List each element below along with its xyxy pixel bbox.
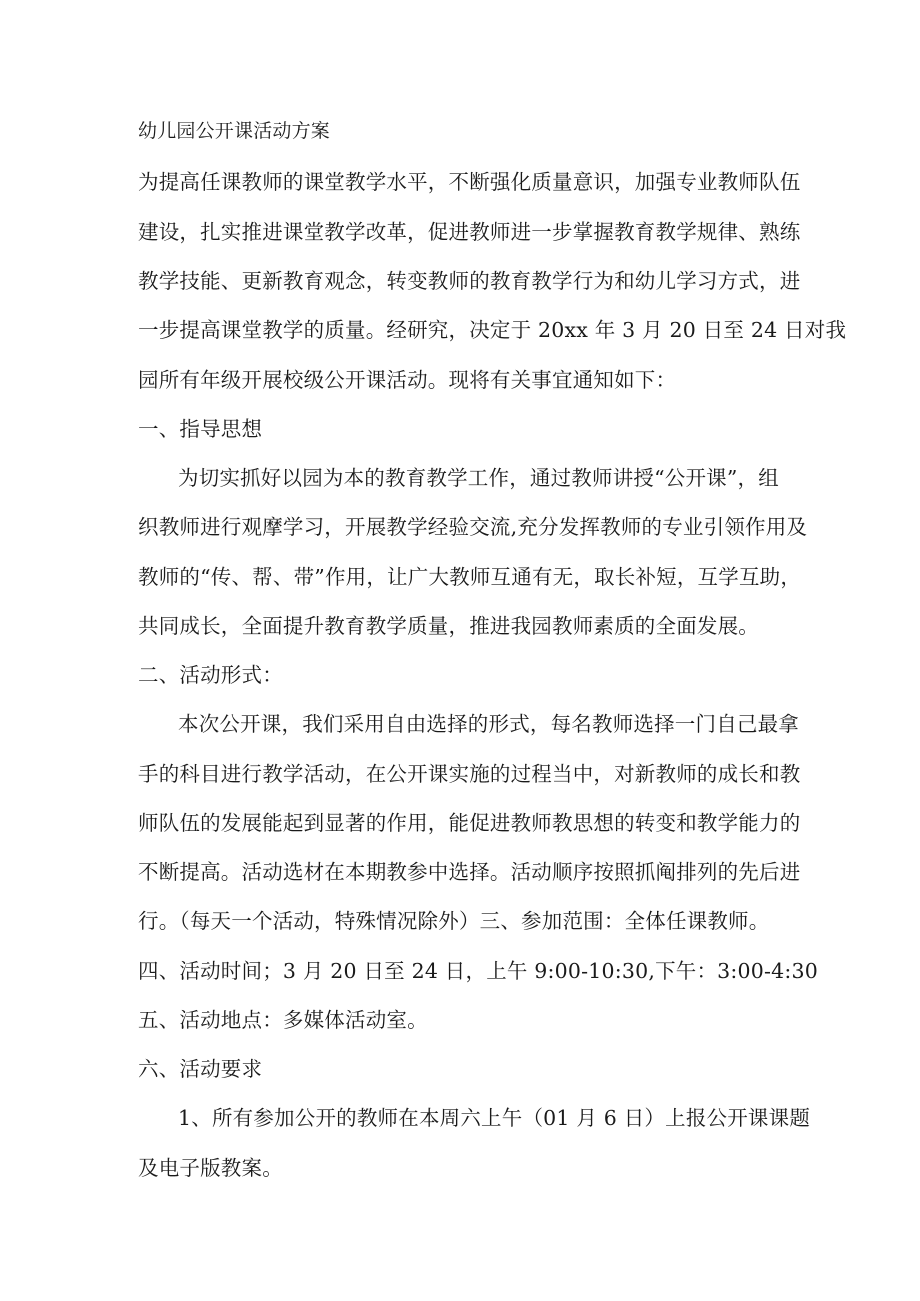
paragraph-line: 行。（每天一个活动，特殊情况除外）三、参加范围：全体任课教师。: [138, 909, 770, 933]
intro-line: 为提高任课教师的课堂教学水平，不断强化质量意识，加强专业教师队伍: [138, 170, 801, 194]
intro-line: 园所有年级开展校级公开课活动。现将有关事宜通知如下：: [138, 368, 677, 392]
intro-line: 一步提高课堂教学的质量。经研究，决定于 20xx 年 3 月 20 日至 24 日对我: [138, 318, 847, 342]
section-activity-location: 五、活动地点：多媒体活动室。: [138, 1008, 428, 1032]
paragraph-line: 手的科目进行教学活动，在公开课实施的过程当中，对新教师的成长和教: [138, 762, 801, 786]
section-activity-time: 四、活动时间；3 月 20 日至 24 日，上午 9:00-10:30,下午：3:00-4:30: [138, 959, 818, 983]
document-title: 幼儿园公开课活动方案: [138, 120, 331, 142]
paragraph-line: 教师的“传、帮、带”作用，让广大教师互通有无，取长补短，互学互助，: [138, 565, 802, 589]
paragraph-line: 不断提高。活动选材在本期教参中选择。活动顺序按照抓阄排列的先后进: [138, 860, 801, 884]
intro-line: 教学技能、更新教育观念，转变教师的教育教学行为和幼儿学习方式，进: [138, 269, 801, 293]
paragraph-line: 织教师进行观摩学习，开展教学经验交流,充分发挥教师的专业引领作用及: [138, 515, 808, 539]
paragraph-line: 师队伍的发展能起到显著的作用，能促进教师教思想的转变和教学能力的: [138, 811, 801, 835]
paragraph-line: 为切实抓好以园为本的教育教学工作，通过教师讲授“公开课”，组: [178, 466, 779, 490]
section-heading-guiding-ideology: 一、指导思想: [138, 417, 263, 441]
section-heading-activity-form: 二、活动形式：: [138, 663, 283, 687]
paragraph-line: 及电子版教案。: [138, 1156, 283, 1180]
paragraph-line: 共同成长，全面提升教育教学质量，推进我园教师素质的全面发展。: [138, 614, 759, 638]
section-heading-activity-requirements: 六、活动要求: [138, 1057, 263, 1081]
paragraph-line: 1、所有参加公开的教师在本周六上午（01 月 6 日）上报公开课课题: [178, 1106, 811, 1130]
paragraph-line: 本次公开课，我们采用自由选择的形式，每名教师选择一门自己最拿: [178, 712, 799, 736]
intro-line: 建设，扎实推进课堂教学改革，促进教师进一步掌握教育教学规律、熟练: [138, 220, 801, 244]
